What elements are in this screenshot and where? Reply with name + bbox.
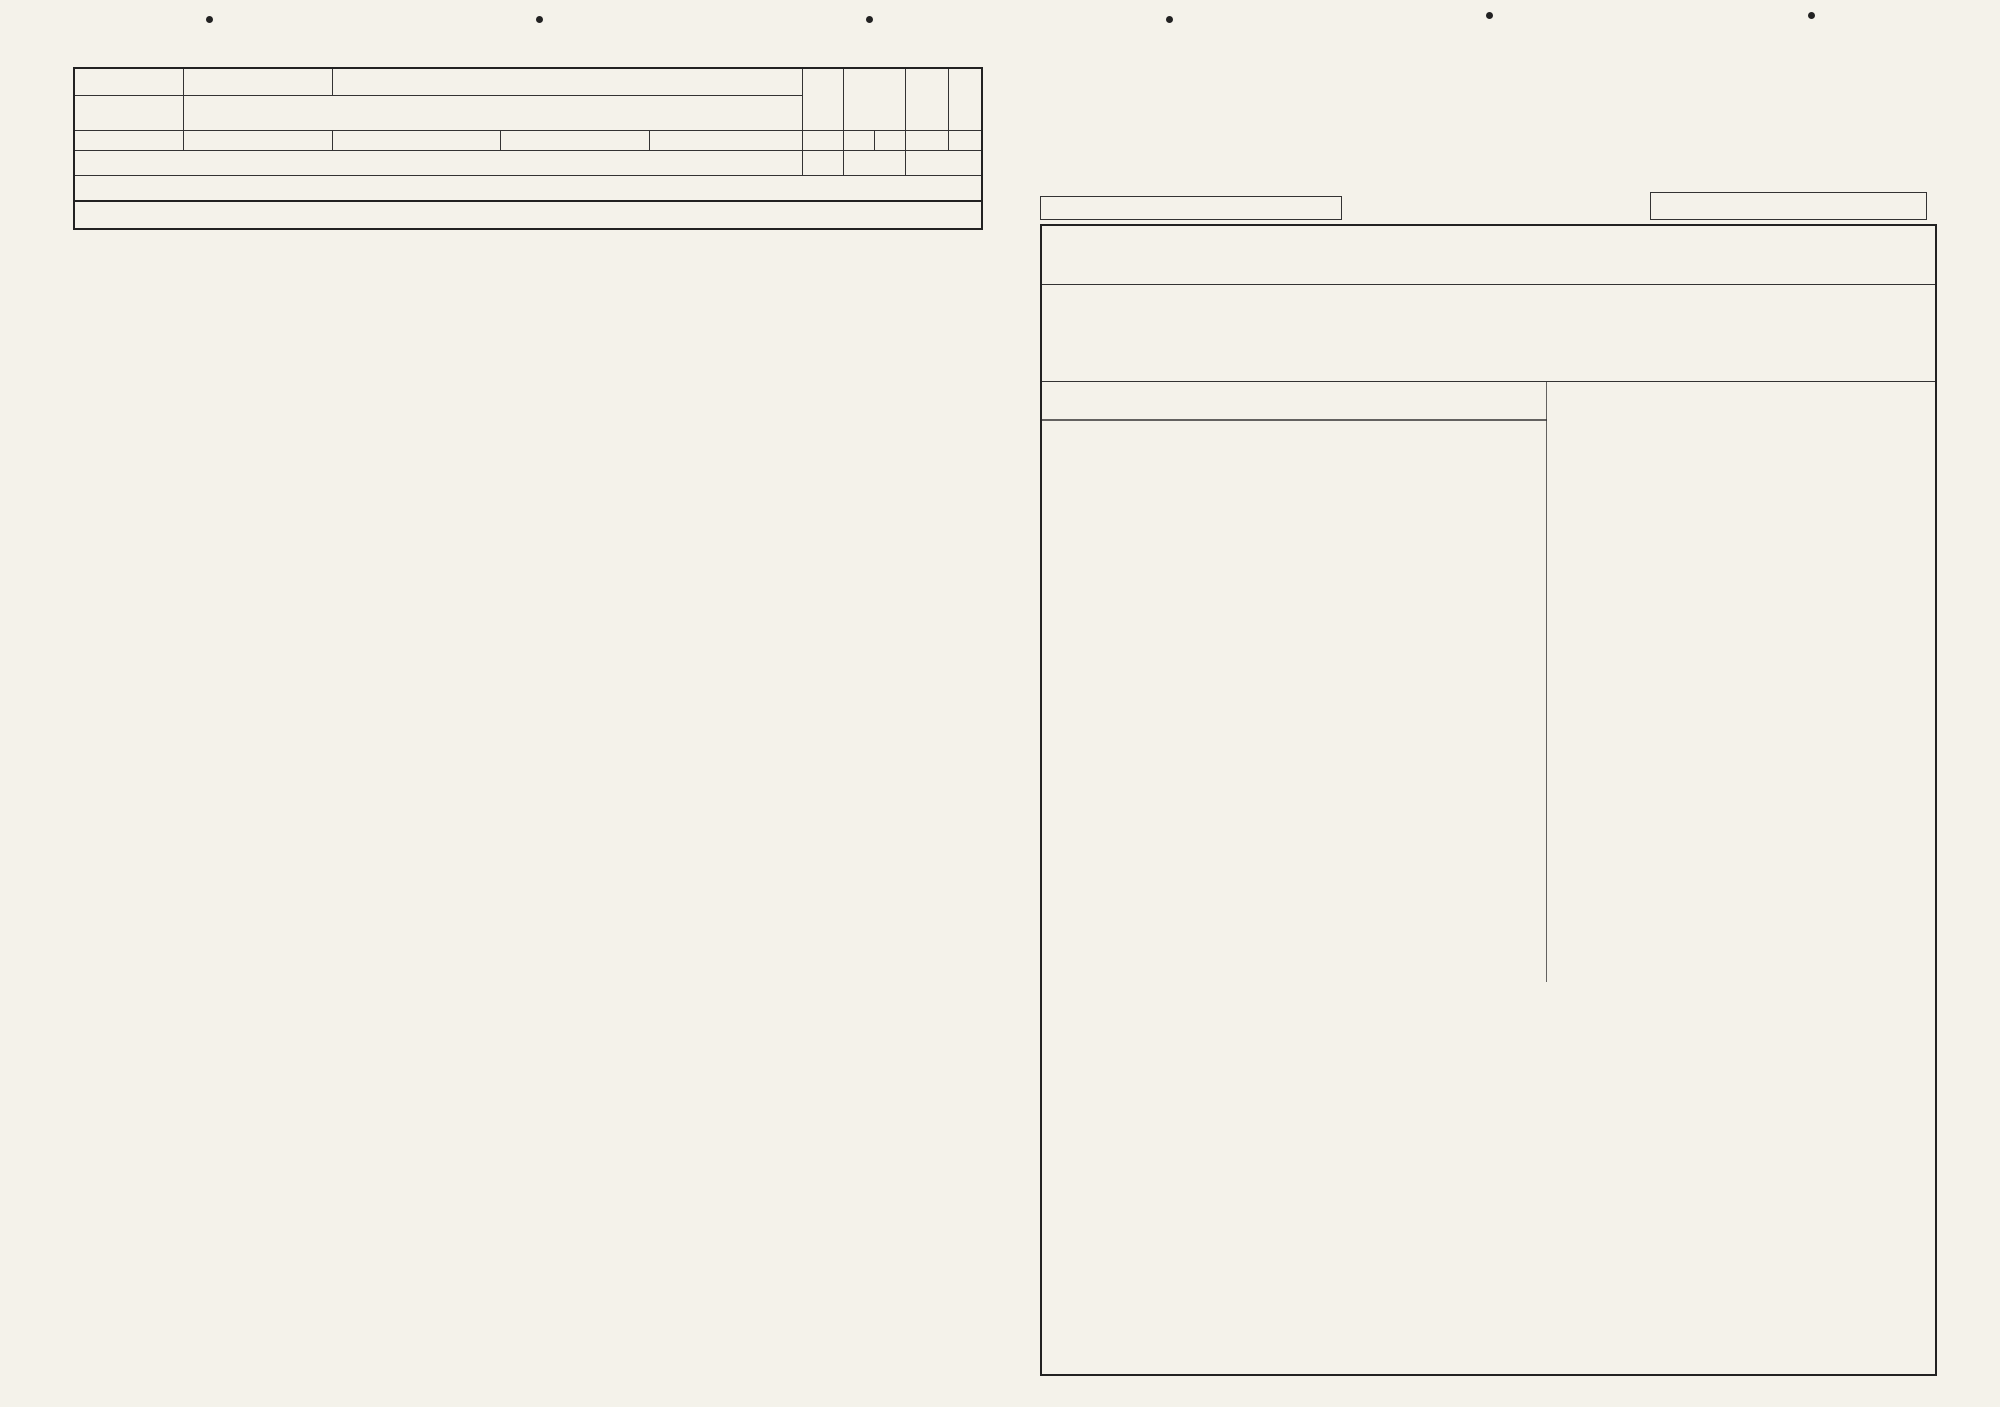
sonnen-header	[906, 151, 982, 176]
weekly-overview	[1040, 224, 1937, 1376]
punch-hole	[1808, 12, 1815, 19]
weather-sheet	[1040, 60, 1940, 188]
punch-hole	[206, 16, 213, 23]
feuerschiffe-label	[74, 96, 183, 131]
punch-hole	[1486, 12, 1493, 19]
unit-celsius	[906, 131, 949, 151]
day1-header	[183, 68, 333, 96]
ausland-header	[73, 202, 983, 228]
min-header	[844, 151, 906, 176]
tag-label	[74, 68, 183, 96]
wellen-header	[844, 68, 906, 131]
kueste-title	[74, 151, 802, 176]
max-header	[802, 151, 843, 176]
punch-hole	[536, 16, 543, 23]
unit-sec	[844, 131, 875, 151]
unit-m	[875, 131, 906, 151]
day2-header	[333, 68, 802, 96]
unit-mm	[949, 131, 982, 151]
weather-chart	[1042, 382, 1547, 982]
sicht-header	[802, 68, 843, 131]
nieder-header	[949, 68, 982, 131]
binnenland-title	[74, 176, 982, 202]
punch-hole	[1166, 16, 1173, 23]
date-box	[1650, 192, 1927, 220]
title-block	[1290, 64, 1620, 66]
observation-tables	[73, 67, 983, 230]
jahrgang-box	[1040, 196, 1342, 220]
station-table	[73, 67, 983, 202]
wasser-header	[906, 68, 949, 131]
weekly-notes	[1042, 285, 1935, 382]
masthead	[1040, 60, 1940, 188]
wind-title	[183, 96, 802, 131]
ausland-table	[73, 228, 983, 230]
unit-km	[802, 131, 843, 151]
punch-hole	[866, 16, 873, 23]
